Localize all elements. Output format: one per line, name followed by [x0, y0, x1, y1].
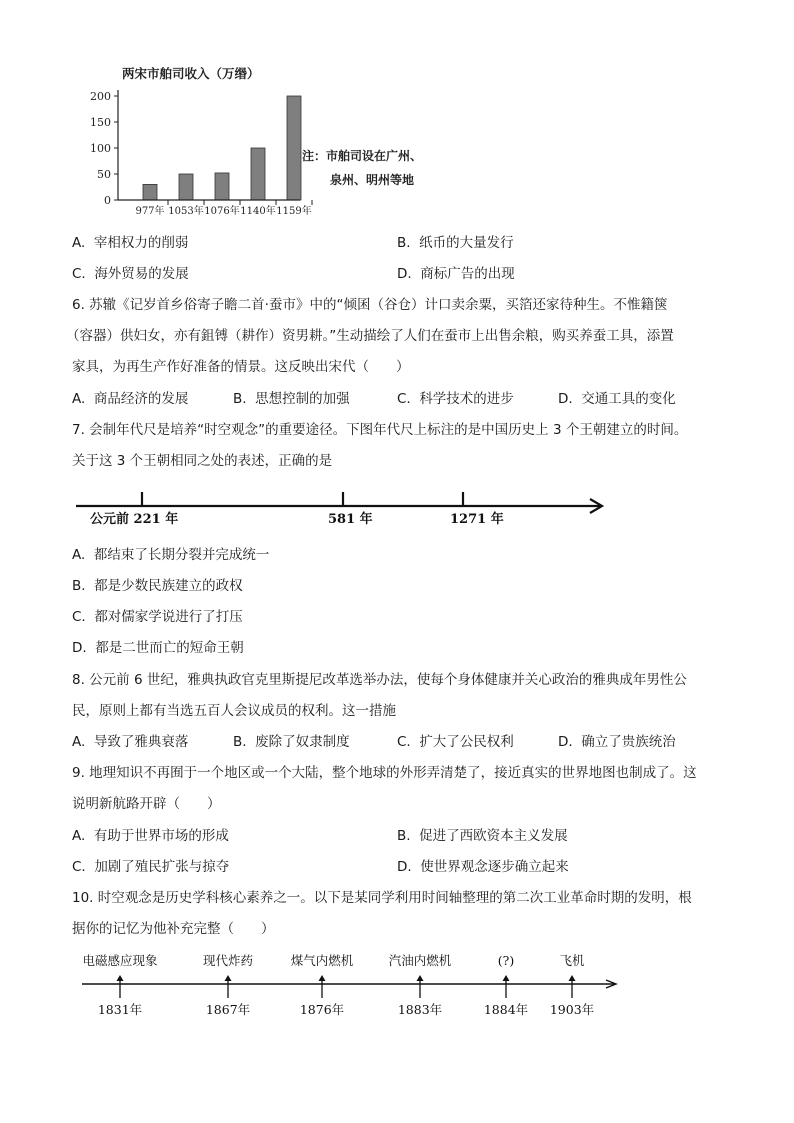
q8-option-b	[233, 732, 350, 752]
option-letter: B.	[397, 235, 411, 251]
y-tick-label: 150	[90, 116, 111, 129]
option-letter: B.	[397, 828, 411, 844]
x-tick-label: 1159年	[276, 206, 312, 217]
q9-option-d	[397, 857, 569, 877]
option-text: 导致了雅典衰落	[93, 734, 189, 750]
option-text: 商品经济的发展	[93, 391, 189, 407]
option-letter: C.	[72, 859, 86, 875]
option-letter: B.	[233, 391, 247, 407]
option-text: 纸币的大量发行	[419, 235, 514, 251]
q7-option-b	[72, 576, 243, 596]
option-letter: C.	[72, 266, 86, 282]
option-letter: A.	[72, 828, 86, 844]
option-letter: B.	[233, 734, 247, 750]
timeline-year-label: 1831年	[97, 1002, 143, 1017]
y-axis-ticks	[90, 90, 118, 207]
q10-stem-line-2: 据你的记忆为他补充完整（ ）	[72, 921, 275, 937]
arrow-up-icon	[117, 975, 124, 981]
dynasty-timeline	[72, 488, 612, 530]
option-text: 宰相权力的削弱	[93, 235, 189, 251]
timeline-year-label: 1876年	[299, 1002, 345, 1017]
option-letter: C.	[72, 609, 86, 625]
q6-option-a	[72, 389, 188, 409]
q5-option-c	[72, 264, 189, 284]
option-letter: D.	[558, 734, 573, 750]
option-text: 促进了西欧资本主义发展	[419, 828, 568, 844]
option-text: 废除了奴隶制度	[255, 734, 350, 750]
arrow-up-icon	[503, 975, 510, 981]
option-text: 海外贸易的发展	[94, 266, 189, 282]
option-letter: C.	[397, 734, 411, 750]
option-letter: D.	[397, 266, 412, 282]
option-text: 都对儒家学说进行了打压	[94, 609, 243, 625]
chart-note-line-2: 泉州、明州等地	[330, 173, 415, 187]
q9-option-b	[397, 826, 568, 846]
x-axis-labels	[135, 200, 312, 217]
q6-stem-line-3: 家具，为再生产作好准备的情景。这反映出宋代（ ）	[72, 359, 410, 375]
q7-stem-line-1: 7. 会制年代尺是培养“时空观念”的重要途径。下图年代尺上标注的是中国历史上 3 个王朝建立的时间。	[72, 422, 688, 438]
option-letter: B.	[72, 578, 86, 594]
option-text: 扩大了公民权利	[419, 734, 514, 750]
q6-stem-line-2: （容器）供妇女，亦有鉏镈（耕作）资男耕。”生动描绘了人们在蚕市上出售余粮，购买养蚕工具，添置	[66, 328, 674, 344]
x-tick-label: 1140年	[240, 206, 276, 217]
option-text: 交通工具的变化	[581, 391, 676, 407]
arrow-up-icon	[569, 975, 576, 981]
option-text: 有助于世界市场的形成	[93, 828, 229, 844]
option-text: 都是二世而亡的短命王朝	[95, 640, 244, 656]
chart-bar	[251, 148, 265, 200]
timeline-invention-label: (?)	[497, 953, 515, 968]
option-text: 思想控制的加强	[255, 391, 350, 407]
q5-option-b	[397, 233, 514, 253]
option-letter: D.	[558, 391, 573, 407]
arrow-up-icon	[417, 975, 424, 981]
chart-bar	[143, 184, 157, 200]
ship-bureau-revenue-chart	[80, 62, 450, 222]
timeline-label-sui: 581 年	[328, 512, 373, 527]
option-letter: D.	[397, 859, 412, 875]
x-tick-label: 1076年	[204, 206, 240, 217]
q6-option-b	[233, 389, 350, 409]
q6-option-c	[397, 389, 514, 409]
option-text: 都结束了长期分裂并完成统一	[93, 547, 270, 563]
q6-stem-line-1: 6. 苏辙《记岁首乡俗寄子瞻二首·蚕市》中的“倾囷（谷仓）计口卖余粟，买箔还家待种生。不惟籍箧	[72, 297, 668, 313]
q8-option-c	[397, 732, 514, 752]
arrow-up-icon	[225, 975, 232, 981]
chart-note-line-1: 注：市舶司设在广州、	[302, 149, 423, 163]
timeline-year-label: 1883年	[397, 1002, 443, 1017]
chart-bar	[287, 96, 301, 200]
x-tick-label: 977年	[135, 206, 165, 217]
arrow-up-icon	[319, 975, 326, 981]
chart-title: 两宋市舶司收入（万缗）	[122, 66, 260, 81]
timeline-label-qin: 公元前 221 年	[90, 512, 179, 527]
timeline-invention-label: 现代炸药	[202, 953, 254, 968]
q9-option-a	[72, 826, 229, 846]
option-text: 使世界观念逐步确立起来	[420, 859, 569, 875]
option-letter: C.	[397, 391, 411, 407]
y-tick-label: 50	[97, 168, 111, 181]
q8-option-a	[72, 732, 188, 752]
y-tick-label: 100	[90, 142, 111, 155]
option-letter: A.	[72, 547, 86, 563]
chart-bar	[215, 173, 229, 200]
option-letter: D.	[72, 640, 87, 656]
invention-timeline	[78, 950, 626, 1026]
timeline-invention-label: 煤气内燃机	[290, 953, 354, 968]
q7-option-a	[72, 545, 269, 565]
timeline-label-yuan: 1271 年	[450, 512, 504, 527]
option-text: 科学技术的进步	[419, 391, 514, 407]
q9-stem-line-1: 9. 地理知识不再囿于一个地区或一个大陆，整个地球的外形弄清楚了，接近真实的世界地图也制成了。这	[72, 765, 697, 781]
timeline-invention-label: 飞机	[559, 953, 585, 968]
q7-option-d	[72, 638, 244, 658]
q6-option-d	[558, 389, 676, 409]
q9-stem-line-2: 说明新航路开辟（ ）	[72, 796, 221, 812]
q9-option-c	[72, 857, 229, 877]
timeline-invention-label: 电磁感应现象	[82, 953, 158, 968]
timeline-year-label: 1903年	[549, 1002, 595, 1017]
q8-stem-line-1: 8. 公元前 6 世纪，雅典执政官克里斯提尼改革选举办法，使每个身体健康并关心政治的雅典成年男性公	[72, 672, 687, 688]
y-tick-label: 0	[104, 194, 111, 207]
option-text: 确立了贵族统治	[581, 734, 676, 750]
option-text: 都是少数民族建立的政权	[94, 578, 243, 594]
timeline-year-label: 1867年	[205, 1002, 251, 1017]
q10-stem-line-1: 10. 时空观念是历史学科核心素养之一。以下是某同学利用时间轴整理的第二次工业革命时期的发明，根	[72, 890, 692, 906]
option-letter: A.	[72, 391, 86, 407]
q5-option-a	[72, 233, 188, 253]
option-text: 加剧了殖民扩张与掠夺	[94, 859, 230, 875]
timeline-items	[82, 953, 594, 1017]
chart-bar	[179, 174, 193, 200]
q7-stem-line-2: 关于这 3 个王朝相同之处的表述，正确的是	[72, 453, 333, 469]
timeline-invention-label: 汽油内燃机	[388, 953, 452, 968]
option-text: 商标广告的出现	[420, 266, 515, 282]
q8-stem-line-2: 民，原则上都有当选五百人会议成员的权利。这一措施	[72, 703, 396, 719]
q8-option-d	[558, 732, 676, 752]
option-letter: A.	[72, 235, 86, 251]
q7-option-c	[72, 607, 243, 627]
timeline-year-label: 1884年	[483, 1002, 529, 1017]
chart-bars	[143, 96, 301, 200]
option-letter: A.	[72, 734, 86, 750]
x-tick-label: 1053年	[168, 206, 204, 217]
y-tick-label: 200	[90, 90, 111, 103]
q5-option-d	[397, 264, 515, 284]
